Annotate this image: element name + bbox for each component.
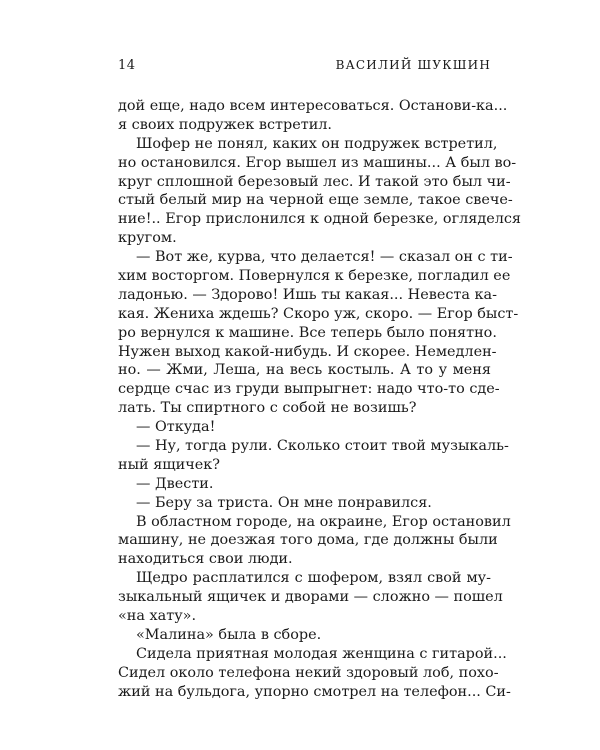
text-line: круг сплошной березовый лес. И такой это был чи- xyxy=(118,173,511,190)
text-line: находиться свои люди. xyxy=(118,551,293,568)
text-line: — Беру за триста. Он мне понравился. xyxy=(136,494,432,511)
text-line: ный ящичек? xyxy=(118,456,220,473)
author-name: ВАСИЛИЙ ШУКШИН xyxy=(335,58,491,72)
text-line: ро вернулся к машине. Все теперь было понятно. xyxy=(118,324,497,341)
text-line: лать. Ты спиртного с собой не возишь? xyxy=(118,400,417,417)
text-line: Щедро расплатился с шофером, взял свой му- xyxy=(136,570,491,587)
text-line: но остановился. Егор вышел из машины... А был во- xyxy=(118,154,517,171)
page-number: 14 xyxy=(118,58,136,73)
text-line: — Двести. xyxy=(136,475,214,492)
text-line: — Откуда! xyxy=(136,419,216,436)
text-line: Сидел около телефона некий здоровый лоб, похо- xyxy=(118,664,499,681)
text-line: «на хату». xyxy=(118,608,197,625)
text-line: Сидела приятная молодая женщина с гитарой... xyxy=(136,645,507,662)
text-line: стый белый мир на черной еще земле, такое свече- xyxy=(118,192,513,209)
text-line: ние!.. Егор прислонился к одной березке, огляделся xyxy=(118,211,522,228)
text-line: я своих подружек встретил. xyxy=(118,116,332,133)
text-line: но. — Жми, Леша, на весь костыль. А то у меня xyxy=(118,362,491,379)
text-line: — Вот же, курва, что делается! — сказал он с ти- xyxy=(136,249,513,266)
running-head xyxy=(118,58,491,78)
text-line: дой еще, надо всем интересоваться. Останови-ка... xyxy=(118,98,508,114)
text-line: кая. Жениха ждешь? Скоро уж, скоро. — Егор быст- xyxy=(118,305,519,322)
text-line: хим восторгом. Повернулся к березке, погладил ее xyxy=(118,268,511,285)
text-line: Нужен выход какой-нибудь. И скорее. Немедлен- xyxy=(118,343,497,360)
text-line: «Малина» была в сборе. xyxy=(136,626,322,643)
body-text xyxy=(118,97,522,702)
text-line: Шофер не понял, каких он подружек встретил, xyxy=(136,135,498,152)
text-line: зыкальный ящичек и дворами — сложно — пошел xyxy=(118,589,503,606)
text-line: машину, не доезжая того дома, где должны были xyxy=(118,532,498,549)
text-line: — Ну, тогда рули. Сколько стоит твой музыкаль- xyxy=(136,438,509,455)
text-line: В областном городе, на окраине, Егор остановил xyxy=(136,513,511,530)
text-line: сердце счас из груди выпрыгнет: надо что-то сде- xyxy=(118,381,500,398)
text-line: жий на бульдога, упорно смотрел на телефон... Си- xyxy=(118,683,511,700)
text-line: кругом. xyxy=(118,230,177,247)
text-line: ладонью. — Здорово! Ишь ты какая... Невеста ка- xyxy=(118,286,497,303)
